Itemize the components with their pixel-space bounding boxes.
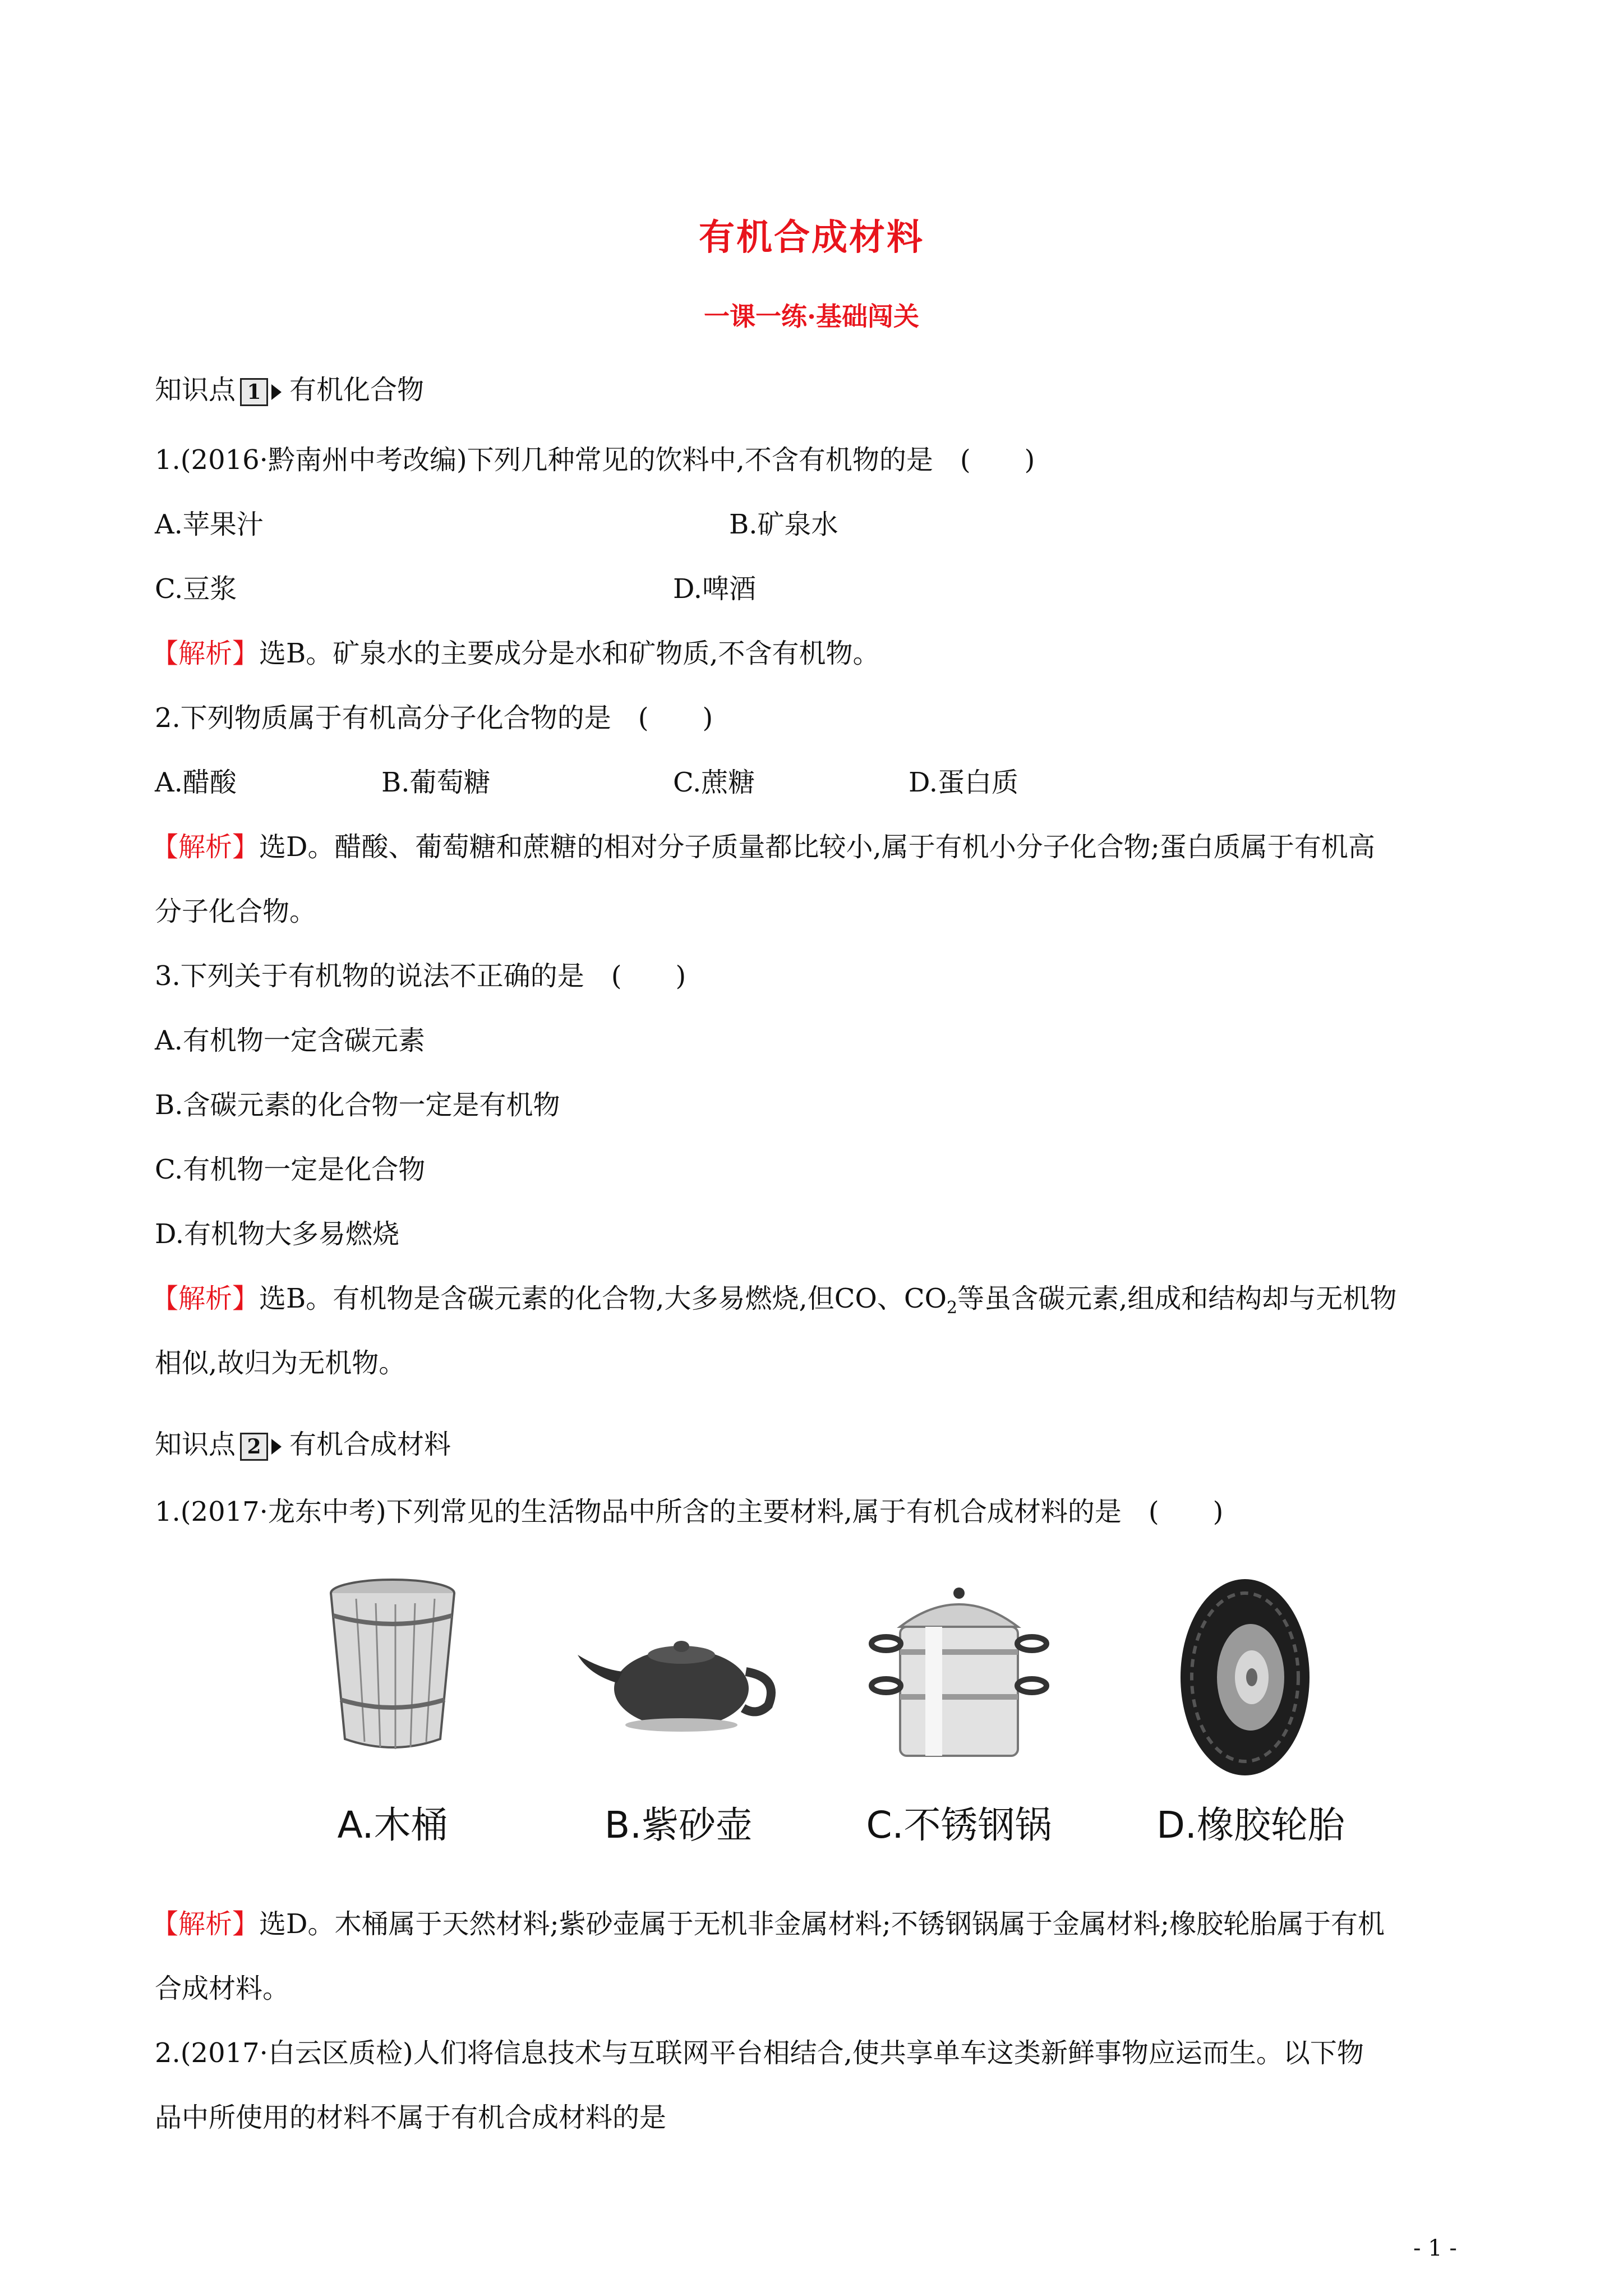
rubber-tire-image: [1127, 1571, 1363, 1784]
question-2-stem: 2.下列物质属于有机高分子化合物的是 ( ): [155, 702, 713, 734]
question-2-analysis: [151, 830, 1375, 864]
knowledge-point-number-badge: 1: [240, 378, 268, 406]
steel-pot-image: [841, 1571, 1077, 1784]
question-5-stem-cont: 品中所使用的材料不属于有机合成材料的是: [155, 2102, 667, 2133]
figure-label-a: A.木桶: [337, 1803, 448, 1847]
knowledge-point-2-heading: [155, 1428, 451, 1461]
analysis-text: 选D。木桶属于天然材料;紫砂壶属于无机非金属材料;不锈钢锅属于金属材料;橡胶轮胎属于有机: [259, 1908, 1385, 1940]
analysis-tag: 【解析】: [151, 831, 260, 863]
question-2-option-a: A.醋酸: [155, 767, 237, 798]
question-3-analysis: [151, 1282, 1396, 1325]
question-3-analysis-cont: 相似,故归为无机物。: [155, 1347, 406, 1379]
question-2-option-b: B.葡萄糖: [381, 767, 491, 798]
teapot-image: [561, 1571, 796, 1784]
analysis-text: 选B。有机物是含碳元素的化合物,大多易燃烧,但CO、CO: [259, 1283, 947, 1314]
analysis-text: 选B。矿泉水的主要成分是水和矿物质,不含有机物。: [259, 638, 880, 669]
wooden-bucket-image: [275, 1571, 510, 1784]
question-3-option-a: A.有机物一定含碳元素: [155, 1025, 425, 1056]
question-1-analysis: [151, 637, 880, 670]
analysis-tag: 【解析】: [151, 1283, 260, 1314]
page-title: 有机合成材料: [699, 217, 924, 259]
question-2-analysis-cont: 分子化合物。: [155, 896, 317, 927]
question-1-option-d: D.啤酒: [673, 573, 757, 605]
question-1-option-c: C.豆浆: [155, 573, 237, 605]
knowledge-point-prefix: 知识点: [155, 1429, 236, 1460]
knowledge-point-prefix: 知识点: [155, 374, 236, 406]
question-3-stem: 3.下列关于有机物的说法不正确的是 ( ): [155, 960, 686, 992]
triangle-pointer-icon: [271, 384, 282, 400]
knowledge-point-title: 有机化合物: [289, 374, 425, 406]
analysis-text: 选D。醋酸、葡萄糖和蔗糖的相对分子质量都比较小,属于有机小分子化合物;蛋白质属于有机高: [259, 831, 1375, 863]
analysis-text-cont: 等虽含碳元素,组成和结构却与无机物: [957, 1283, 1397, 1314]
knowledge-point-number-badge: 2: [240, 1433, 268, 1461]
question-1-stem: 1.(2016·黔南州中考改编)下列几种常见的饮料中,不含有机物的是 ( ): [155, 444, 1035, 476]
question-3-option-c: C.有机物一定是化合物: [155, 1154, 426, 1185]
question-4-analysis-cont: 合成材料。: [155, 1973, 290, 2004]
figure-label-d: D.橡胶轮胎: [1156, 1803, 1345, 1847]
question-3-option-d: D.有机物大多易燃烧: [155, 1218, 400, 1250]
question-4-analysis: [151, 1907, 1385, 1941]
question-3-option-b: B.含碳元素的化合物一定是有机物: [155, 1089, 560, 1121]
knowledge-point-1-heading: [155, 373, 424, 407]
page-subtitle: 一课一练·基础闯关: [703, 301, 919, 332]
question-2-option-d: D.蛋白质: [909, 767, 1019, 798]
page-number: - 1 -: [1413, 2235, 1457, 2261]
question-2-option-c: C.蔗糖: [673, 767, 755, 798]
figure-label-c: C.不锈钢锅: [866, 1803, 1052, 1847]
knowledge-point-title: 有机合成材料: [289, 1429, 451, 1460]
subscript: 2: [946, 1298, 958, 1318]
triangle-pointer-icon: [271, 1439, 282, 1455]
analysis-tag: 【解析】: [151, 638, 260, 669]
analysis-tag: 【解析】: [151, 1908, 260, 1940]
question-4-stem: 1.(2017·龙东中考)下列常见的生活物品中所含的主要材料,属于有机合成材料的是 ( ): [155, 1496, 1224, 1527]
question-5-stem: 2.(2017·白云区质检)人们将信息技术与互联网平台相结合,使共享单车这类新鲜事物应运而生。以下物: [155, 2037, 1364, 2069]
question-1-option-b: B.矿泉水: [729, 509, 838, 540]
figure-label-b: B.紫砂壶: [604, 1803, 753, 1847]
question-1-option-a: A.苹果汁: [155, 509, 264, 540]
